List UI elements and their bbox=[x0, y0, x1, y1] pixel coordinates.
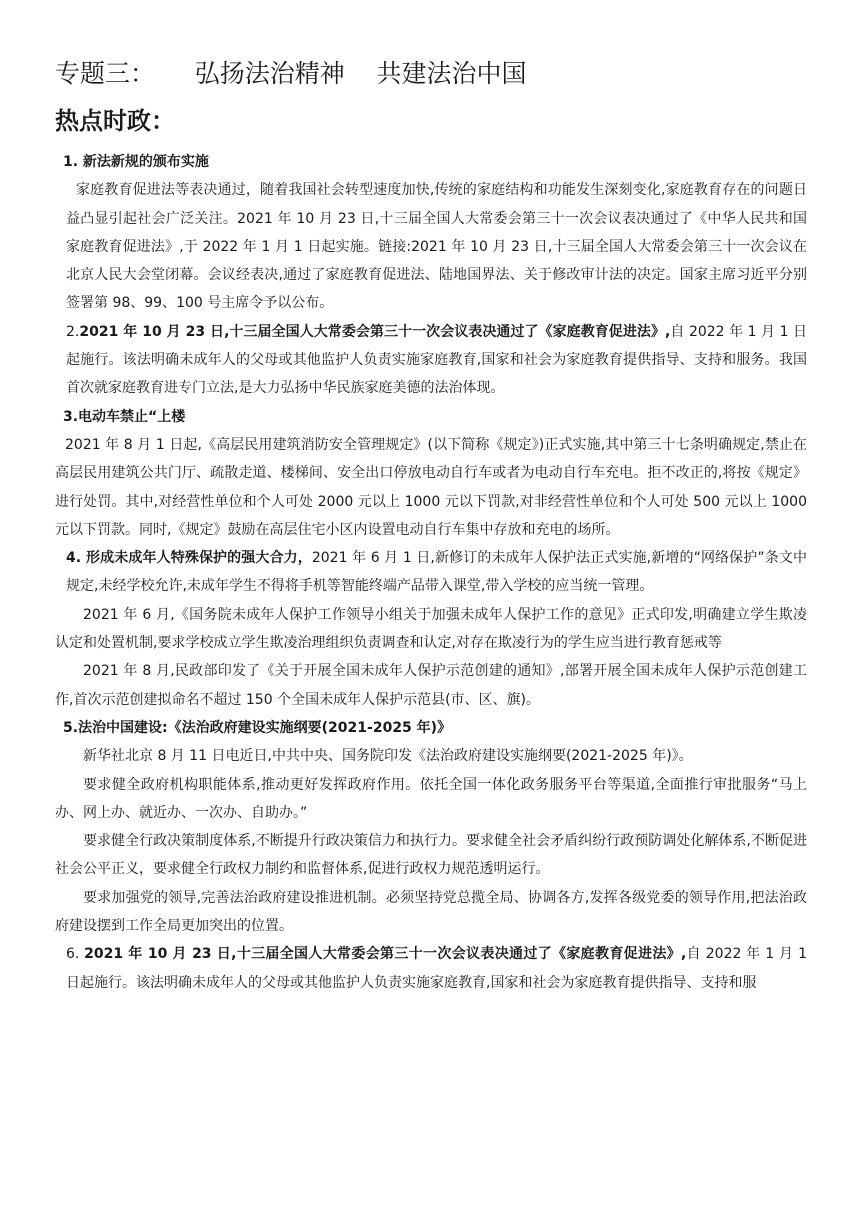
item-number: 6. bbox=[66, 946, 85, 963]
heading-1: 1. 新法新规的颁布实施 bbox=[63, 154, 209, 170]
paragraph-1: 家庭教育促进法等表决通过，随着我国社会转型速度加快,传统的家庭结构和功能发生深刻变化,家庭教育存在的问题日益凸显引起社会广泛关注。2021 年 10 月 23 日,十三届全国人大常委会第三十一次会议表决通过了《中华人民共和国家庭教育促进法》,于 2022 年 1 月 1 日起实施。链接:2021 年 10 月 23 日,十三届全国人大常委会第三十一次会议在北京人民大会堂闭幕。会议经表决,通过了家庭教育促进法、陆地国界法、关于修改审计法的决定。国家主席习近平分别签署第 98、99、100 号主席令予以公布。 bbox=[66, 182, 807, 312]
paragraph-5a: 新华社北京 8 月 11 日电近日,中共中央、国务院印发《法治政府建设实施纲要(2021-2025 年)》。 bbox=[83, 748, 693, 765]
paragraph-4 bbox=[55, 544, 807, 601]
paragraph-4c: 2021 年 8 月,民政部印发了《关于开展全国未成年人保护示范创建的通知》,部署开展全国未成年人保护示范创建工作,首次示范创建拟命名不超过 150 个全国未成年人保护示范县(市、区、旗)。 bbox=[55, 663, 807, 708]
paragraph-3: 2021 年 8 月 1 日起,《高层民用建筑消防安全管理规定》(以下简称《规定》)正式实施,其中第三十七条明确规定,禁止在高层民用建筑公共门厅、疏散走道、楼梯间、安全出口停放电动自行车或者为电动自行车充电。拒不改正的,将按《规定》进行处罚。其中,对经营性单位和个人可处 2000 元以上 1000 元以下罚款,对非经营性单位和个人可处 500 元以上 1000 元以下罚款。同时,《规定》鼓励在高层住宅小区内设置电动自行车集中存放和充电的场所。 bbox=[55, 436, 807, 538]
page-title: 专题三： 弘扬法治精神 共建法治中国 bbox=[55, 59, 527, 88]
paragraph-text: 自 2022 年 1 月 1 日起施行。该法明确未成年人的父母或其他监护人负责实施家庭教育,国家和社会为家庭教育提供指导、支持和服 bbox=[66, 946, 807, 991]
paragraph-2 bbox=[55, 318, 807, 403]
paragraph-5d: 要求加强党的领导,完善法治政府建设推进机制。必须坚持党总揽全局、协调各方,发挥各级党委的领导作用,把法治政府建设摆到工作全局更加突出的位置。 bbox=[55, 889, 807, 935]
paragraph-5c: 要求健全行政决策制度体系,不断提升行政决策信力和执行力。要求健全社会矛盾纠纷行政预防调处化解体系,不断促进社会公平正义，要求健全行政权力制约和监督体系,促进行政权力规范透明运行。 bbox=[55, 833, 807, 878]
paragraph-text: 2021 年 6 月 1 日,新修订的未成年人保护法正式实施,新增的“网络保护”条文中规定,未经学校允许,未成年学生不得将手机等智能终端产品带入课堂,带入学校的应当统一管理。 bbox=[66, 550, 807, 595]
heading-5: 5.法治中国建设:《法治政府建设实施纲要(2021-2025 年)》 bbox=[63, 719, 452, 736]
bold-lead: 2021 年 10 月 23 日,十三届全国人大常委会第三十一次会议表决通过了《家庭教育促进法》, bbox=[79, 323, 671, 340]
section-subtitle: 热点时政： bbox=[55, 107, 175, 135]
bold-lead: 4. 形成未成年人特殊保护的强大合力， bbox=[66, 550, 312, 567]
paragraph-text: 自 2022 年 1 月 1 日起施行。该法明确未成年人的父母或其他监护人负责实施家庭教育,国家和社会为家庭教育提供指导、支持和服务。我国首次就家庭教育进专门立法,是大力弘扬中华民族家庭美德的法治体现。 bbox=[66, 323, 807, 397]
bold-lead: 2021 年 10 月 23 日,十三届全国人大常委会第三十一次会议表决通过了《家庭教育促进法》, bbox=[84, 946, 687, 963]
heading-3: 3.电动车禁止“上楼 bbox=[63, 408, 186, 425]
paragraph-6 bbox=[55, 940, 807, 997]
item-number: 2. bbox=[66, 323, 80, 340]
paragraph-5b: 要求健全政府机构职能体系,推动更好发挥政府作用。依托全国一体化政务服务平台等渠道,全面推行审批服务“马上办、网上办、就近办、一次办、自助办。” bbox=[55, 776, 807, 821]
document-body bbox=[55, 148, 807, 997]
paragraph-4b: 2021 年 6 月,《国务院未成年人保护工作领导小组关于加强未成年人保护工作的意见》正式印发,明确建立学生欺凌认定和处置机制,要求学校成立学生欺凌治理组织负责调查和认定,对存在欺凌行为的学生应当进行教育惩戒等 bbox=[55, 606, 807, 652]
